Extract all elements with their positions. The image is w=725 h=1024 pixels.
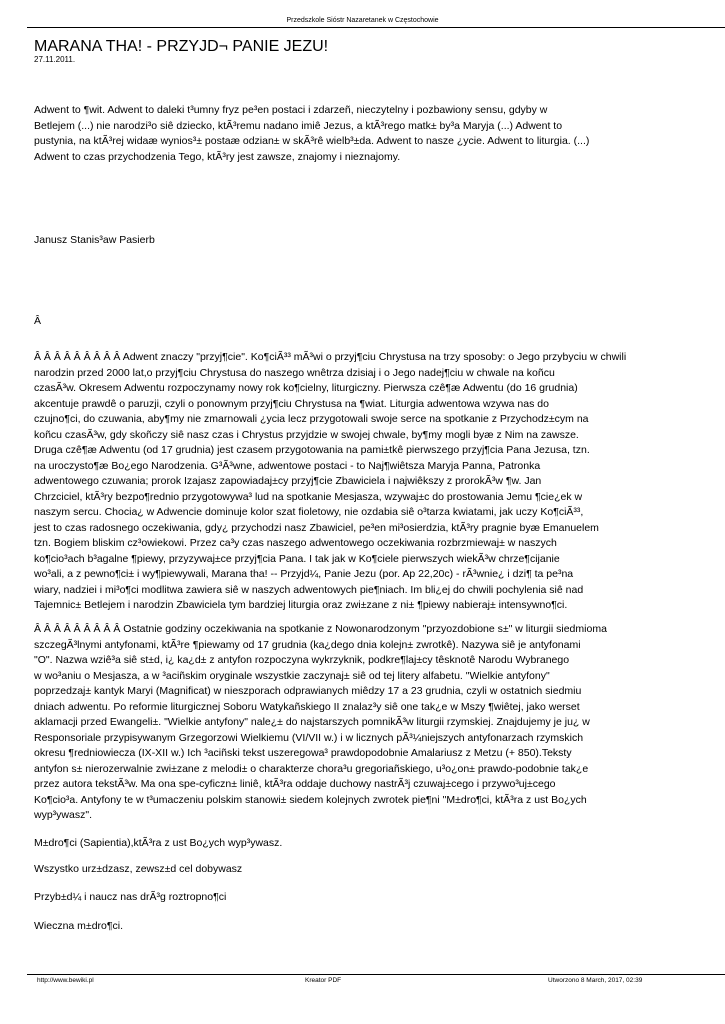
text-line: naszym sercu. Chocia¿ w Adwencie dominuje kolor szat fioletowy, nie ozdabia siê o³tarza kwiatami, jak uczy Ko¶ciÃ³³, [34,506,584,518]
footer-url: http://www.bewiki.pl [37,977,94,984]
text-line: Druga czê¶æ Adwentu (od 17 grudnia) jest czasem przygotowania na pami±tkê pierwszego przyj¶cia Pana Jezusa, tzn. [34,444,590,456]
hymn-line: Wieczna m±dro¶ci. [34,920,124,932]
text-line: szczegÃ³lnymi antyfonami, ktÃ³re ¶piewamy od 17 grudnia (ka¿dego dnia kolejn± zwrotkê). Nazywa siê je antyfonami [34,638,581,651]
text-line: "O". Nazwa wziê³a siê st±d, i¿ ka¿d± z antyfon rozpoczyna wykrzyknik, podkre¶laj±cy têsknotê Narodu Wybranego [34,654,570,666]
text-line: adwentowego czuwania; prorok Izajasz zapowiadaj±cy przyj¶cie Zbawiciela i najwiêkszy z prorokÃ³w ¶w. Jan [34,475,542,487]
text-line: Â Â Â Â Â Â Â Â Â Ostatnie godziny oczekiwania na spotkanie z Nowonarodzonym "przyozdobione s±" w liturgii siedmioma [34,623,607,635]
footer-created: Utworzono 8 March, 2017, 02:39 [548,977,643,984]
text-line: pustynia, na ktÃ³rej widaæ wynios³± postaæ odzian± w skÃ³rê wielb³±da. Adwent to nasze ¿ycie. Adwent to liturgia. (...) [34,135,590,147]
text-line: czujno¶ci, do czuwania, aby¶my nie zmarnowali ¿ycia lecz przygotowali swoje serce na spotkanie z Przychodz±cym na [34,413,589,425]
text-line: akcentuje prawdê o paruzji, czyli o ponownym przyj¶ciu Chrystusa na ¶wiat. Liturgia adwentowa wzywa nas do [34,397,549,410]
text-line: na uroczysto¶æ Bo¿ego Narodzenia. G³Ã³wne, adwentowe postaci - to Naj¶wiêtsza Maryja Panna, Patronka [34,459,541,472]
text-line: w wo³aniu o Mesjasza, a w ³aciñskim oryginale wszystkie zaczynaj± siê od tej litery alfabetu. "Wielkie antyfony" [34,669,550,682]
hymn-line: Wszystko urz±dzasz, zewsz±d cel dobywasz [34,863,243,875]
text-line: wyp³ywasz". [34,809,92,821]
footer-rule [27,974,725,975]
advent-paragraph [34,350,725,614]
article-title: MARANA THA! - PRZYJD¬ PANIE JEZU! [34,38,329,55]
text-line: narodzin przed 2000 lat,o przyj¶ciu Chrystusa do naszego wnêtrza dzisiaj i o Jego nadej¶ciu w chwale na koñcu [34,366,555,379]
text-line: czasÃ³w. Okresem Adwentu rozpoczynamy nowy rok ko¶cielny, liturgiczny. Pierwsza czê¶æ Adwentu (do 16 grudnia) [34,382,578,394]
text-line: przez autora tekstÃ³w. Ma ona spe-cyficzn± liniê, ktÃ³ra oddaje duchowy nastrÃ³j czuwaj±cego i przywo³uj±cego [34,778,556,790]
text-line: aklamacji przed Ewangeli±. "Wielkie antyfony" nale¿± do najstarszych pomnikÃ³w liturgii rzymskiej. Znajdujemy je ju¿ w [34,716,590,728]
text-line: okresu ¶redniowiecza (IX-XII w.) Ich ³aciñski tekst uszeregowa³ prawdopodobnie Amalariusz z Metzu (+ 850).Teksty [34,747,572,759]
text-line: dniach adwentu. Po reformie liturgicznej Soboru Watykañskiego II znalaz³y siê one tak¿e w Mszy ¶wiêtej, jako werset [34,700,580,713]
stray-glyph: Â [34,315,42,327]
text-line: jest to czas radosnego oczekiwania, gdy¿ przychodzi nasz Zbawiciel, pe³en mi³osierdzia, ktÃ³ry pragnie byæ Emanuelem [34,521,599,534]
text-line: antyfon s± nierozerwalnie zwi±zane z melodi± o charakterze chora³u gregoriañskiego, u³o¿on± prawdo-podobnie tak¿e [34,762,589,775]
site-name: Przedszkole Sióstr Nazaretanek w Częstochowie [286,17,439,24]
text-line: Adwent to ¶wit. Adwent to daleki t³umny fryz pe³en postaci i zdarzeñ, nieczytelny i pozbawiony sensu, gdyby w [34,104,548,116]
hymn-line: M±dro¶ci (Sapientia),ktÃ³ra z ust Bo¿ych wyp³ywasz. [34,837,283,849]
header-rule [27,27,725,28]
text-line: Â Â Â Â Â Â Â Â Â Adwent znaczy "przyj¶cie". Ko¶ciÃ³³ mÃ³wi o przyj¶ciu Chrystusa na trzy sposoby: o Jego przybyciu w chwili [34,351,627,363]
text-line: Chrzciciel, ktÃ³ry bezpo¶rednio przygotowywa³ lud na spotkanie Mesjasza, wzywaj±c do prostowania Jemu ¶cie¿ek w [34,490,583,503]
footer-generator: Kreator PDF [305,977,342,984]
text-line: Ko¶cio³a. Antyfony te w t³umaczeniu polskim stanowi± siedem kolejnych zwrotek pie¶ni "M±dro¶ci, ktÃ³ra z ust Bo¿ych [34,793,587,806]
antiphons-paragraph [34,622,725,824]
text-line: tzn. Bogiem bliskim cz³owiekowi. Przez ca³y czas naszego adwentowego oczekiwania rozbrzmiewaj± w naszych [34,537,557,549]
article-date: 27.11.2011. [34,55,76,64]
text-line: ko¶cio³ach b³agalne ¶piewy, przyzywaj±ce przyj¶cia Pana. I tak jak w Ko¶ciele pierwszych wiekÃ³w chrze¶cijanie [34,552,560,565]
intro-paragraph [34,103,725,165]
text-line: koñcu czasÃ³w, gdy skoñczy siê nasz czas i Chrystus przyjdzie w swojej chwale, by¶my mogli byæ z Nim na zawsze. [34,428,579,441]
text-line: wiary, nadziei i mi³o¶ci modlitwa zawiera siê w naszych adwentowych pie¶niach. Im bli¿ej do chwili pochylenia siê nad [34,583,584,596]
text-line: Responsoriale przypisywanym Grzegorzowi Wielkiemu (VI/VII w.) i w licznych pÃ³¼niejszych antyfonarzach rzymskich [34,731,584,744]
text-line: Tajemnic± Betlejem i narodzin Zbawiciela tym bardziej liturgia oraz zwi±zane z ni± ¶piewy nabieraj± intensywno¶ci. [34,599,568,611]
text-line: wo³ali, a z pewno¶ci± i wy¶piewywali, Marana tha! -- Przyjd¼, Panie Jezu (por. Ap 22,20c) - rÃ³wnie¿ i dzi¶ ta pe³na [34,568,574,580]
hymn-line: Przyb±d¼ i naucz nas drÃ³g roztropno¶ci [34,891,227,903]
text-line: poprzedzaj± kantyk Maryi (Magnificat) w nieszporach odprawianych miêdzy 17 a 23 grudnia, czyli w ostatnich siedmiu [34,685,582,697]
text-line: Betlejem (...) nie narodzi³o siê dziecko, ktÃ³remu nadano imiê Jezus, a ktÃ³rego matk± by³a Maryja (...) Adwent to [34,119,563,132]
quote-author: Janusz Stanis³aw Pasierb [34,234,155,246]
text-line: Adwent to czas przychodzenia Tego, ktÃ³ry jest zawsze, znajomy i nieznajomy. [34,150,401,163]
